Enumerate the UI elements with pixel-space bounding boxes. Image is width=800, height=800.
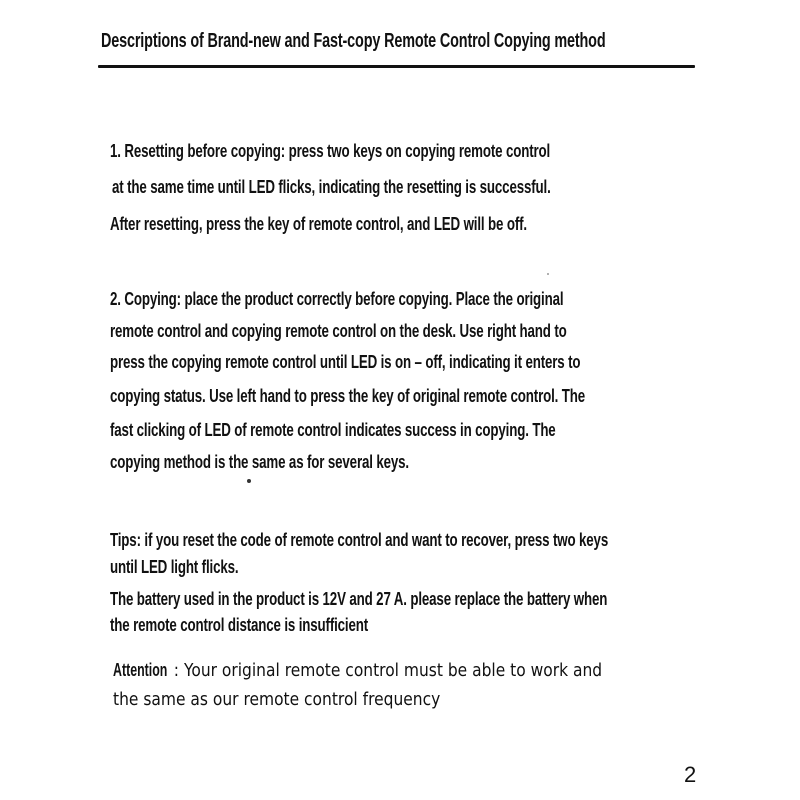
text-line: The battery used in the product is 12V and 27 A. please replace the battery when — [110, 588, 608, 609]
ink-speck — [547, 273, 549, 275]
text-line: 2. Copying: place the product correctly before copying. Place the original — [110, 288, 564, 309]
text-line: fast clicking of LED of remote control indicates success in copying. The — [110, 419, 556, 440]
document-title: Descriptions of Brand-new and Fast-copy Remote Control Copying method — [101, 30, 606, 52]
attention-line — [113, 660, 602, 681]
text-line: press the copying remote control until LED is on – off, indicating it enters to — [110, 351, 581, 372]
text-line: at the same time until LED flicks, indicating the resetting is successful. — [112, 176, 551, 197]
attention-text: : Your original remote control must be able to work and — [168, 660, 603, 681]
text-line: After resetting, press the key of remote control, and LED will be off. — [110, 213, 527, 234]
attention-line: the same as our remote control frequency — [113, 689, 441, 710]
title-underline — [98, 65, 695, 68]
page-number: 2 — [684, 762, 697, 787]
text-line: copying status. Use left hand to press the key of original remote control. The — [110, 385, 586, 406]
ink-speck — [247, 479, 251, 483]
text-line: remote control and copying remote control on the desk. Use right hand to — [110, 320, 567, 341]
text-line: until LED light flicks. — [110, 556, 239, 577]
text-line: the remote control distance is insufficient — [110, 614, 369, 635]
text-line: Tips: if you reset the code of remote control and want to recover, press two keys — [110, 529, 609, 550]
attention-label: Attention — [113, 660, 168, 680]
text-line: 1. Resetting before copying: press two keys on copying remote control — [110, 140, 551, 161]
text-line: copying method is the same as for several keys. — [110, 451, 409, 472]
